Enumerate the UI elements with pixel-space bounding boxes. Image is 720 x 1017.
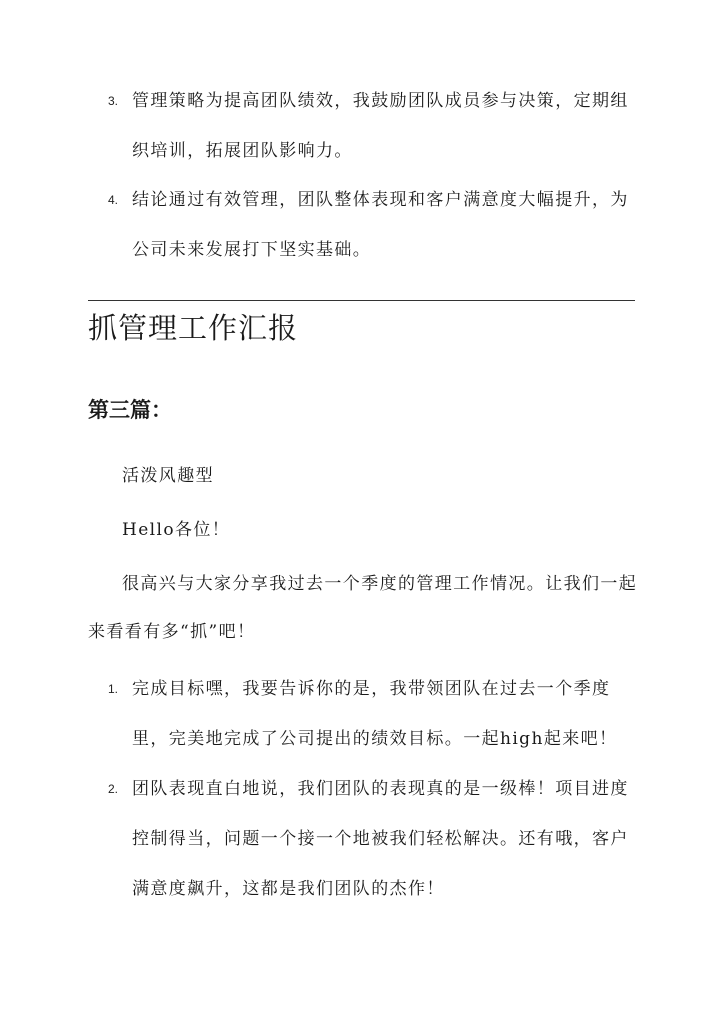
section-subtitle: 第三篇： [88,397,172,422]
list-text: 团队表现直白地说，我们团队的表现真的是一级棒！项目进度控制得当，问题一个接一个地被我们轻松解决。还有哦，客户满意度飙升，这都是我们团队的杰作！ [132,779,629,899]
list-item [108,76,638,176]
list-text: 完成目标嘿，我要告诉你的是，我带领团队在过去一个季度里，完美地完成了公司提出的绩效目标。一起high起来吧！ [132,679,618,749]
list-number: 3. [108,94,119,108]
list-item [108,175,638,275]
list-item [108,764,638,914]
style-label: 活泼风趣型 [122,466,214,486]
list-item [108,664,638,764]
list-number: 1. [108,682,119,696]
section-divider [88,300,635,301]
greeting: Hello各位！ [122,520,231,540]
list-number: 4. [108,193,119,207]
section-title: 抓管理工作汇报 [88,311,299,345]
list-text: 管理策略为提高团队绩效，我鼓励团队成员参与决策，定期组织培训，拓展团队影响力。 [132,91,629,161]
list-text: 结论通过有效管理，团队整体表现和客户满意度大幅提升，为公司未来发展打下坚实基础。 [132,190,629,260]
intro-paragraph: 很高兴与大家分享我过去一个季度的管理工作情况。让我们一起来看看有多“抓”吧！ [88,574,638,642]
list-number: 2. [108,782,119,796]
